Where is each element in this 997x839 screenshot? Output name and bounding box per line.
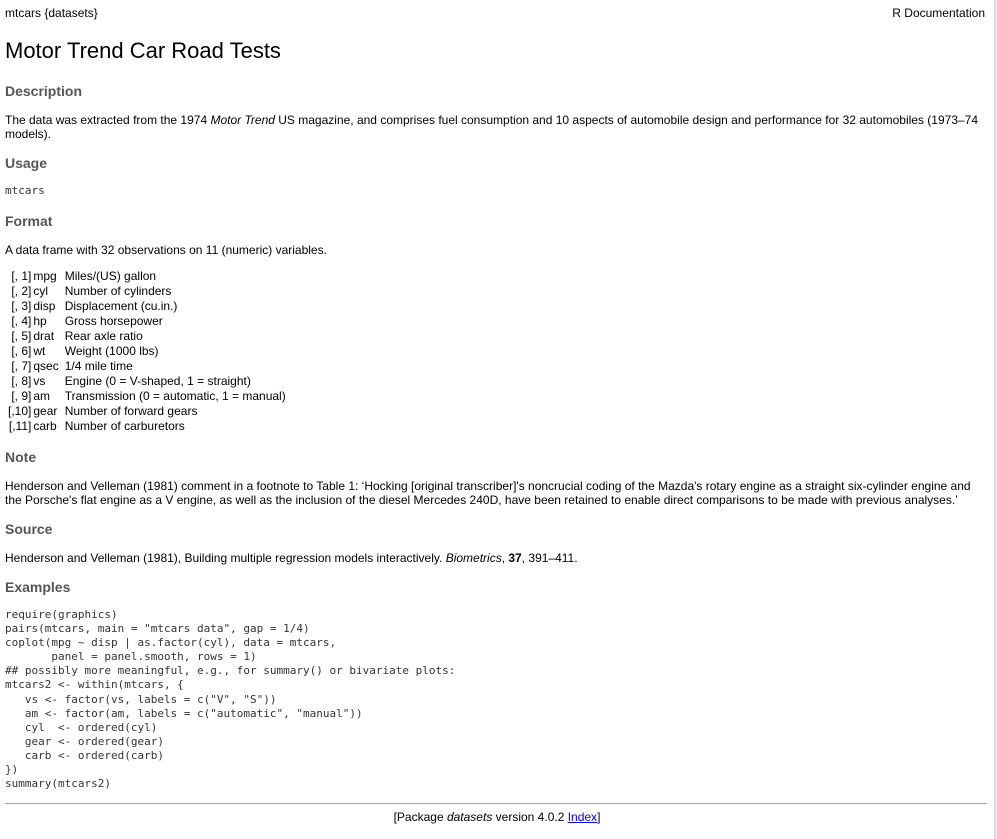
description-text bbox=[5, 113, 985, 141]
variable-name: disp bbox=[33, 299, 56, 313]
variable-description: Displacement (cu.in.) bbox=[64, 299, 178, 313]
variable-index: [, 7] bbox=[11, 359, 32, 373]
source-separator: , bbox=[501, 551, 509, 565]
footer-suffix: ] bbox=[597, 810, 601, 824]
format-intro: A data frame with 32 observations on 11 (numeric) variables. bbox=[5, 243, 327, 257]
variable-name: vs bbox=[33, 374, 46, 388]
topic-label: mtcars {datasets} bbox=[5, 6, 98, 20]
variable-name: wt bbox=[33, 344, 46, 358]
variable-index: [,11] bbox=[8, 419, 32, 433]
variables-table bbox=[8, 269, 289, 434]
variable-description: Number of forward gears bbox=[64, 404, 198, 418]
variable-index: [, 4] bbox=[11, 314, 32, 328]
divider bbox=[5, 803, 987, 804]
variable-row bbox=[8, 374, 289, 389]
variable-row bbox=[8, 284, 289, 299]
variable-name: qsec bbox=[33, 359, 59, 373]
description-text-part: US magazine, and comprises fuel consumption and 10 aspects of automobile design and performance for 32 automobiles (1973–74 models). bbox=[5, 113, 979, 141]
variable-index: [, 1] bbox=[11, 269, 32, 283]
variable-description: 1/4 mile time bbox=[64, 359, 133, 373]
variable-description: Rear axle ratio bbox=[64, 329, 143, 343]
doc-header bbox=[5, 6, 985, 22]
variable-description: Miles/(US) gallon bbox=[64, 269, 157, 283]
source-citation: Henderson and Velleman (1981), Building multiple regression models interactively. bbox=[5, 551, 446, 565]
note-heading: Note bbox=[5, 449, 37, 465]
usage-code: mtcars bbox=[5, 184, 45, 197]
variable-index: [, 5] bbox=[11, 329, 32, 343]
examples-code: require(graphics) pairs(mtcars, main = "mtcars data", gap = 1/4) coplot(mpg ~ disp | as.factor(cyl), data = mtcars, panel = panel.smooth, rows = 1) ## possibly more meaningful, e.g., for summary() or bivariate plots: mtcars2 <- within(mtcars, { vs <- factor(vs, labels = c("V", "S")) am <- factor(am, labels = c("automatic", "manual")) cyl <- ordered(cyl) gear <- ordered(gear) carb <- ordered(carb) }) summary(mtcars2) bbox=[5, 608, 456, 791]
variable-row bbox=[8, 404, 289, 419]
variable-row bbox=[8, 419, 289, 434]
variable-index: [, 8] bbox=[11, 374, 32, 388]
variable-row bbox=[8, 299, 289, 314]
variable-row bbox=[8, 269, 289, 284]
variable-index: [, 6] bbox=[11, 344, 32, 358]
variable-index: [,10] bbox=[8, 404, 32, 418]
footer-prefix: [Package bbox=[393, 810, 447, 824]
journal-name: Biometrics bbox=[445, 551, 502, 565]
variable-description: Number of cylinders bbox=[64, 284, 172, 298]
magazine-name: Motor Trend bbox=[210, 113, 275, 127]
page-title: Motor Trend Car Road Tests bbox=[5, 38, 281, 63]
variable-name: cyl bbox=[33, 284, 49, 298]
package-version: version 4.0.2 bbox=[492, 810, 568, 824]
package-footer bbox=[0, 810, 994, 824]
variable-description: Engine (0 = V-shaped, 1 = straight) bbox=[64, 374, 251, 388]
variable-name: carb bbox=[33, 419, 57, 433]
source-text bbox=[5, 551, 985, 565]
usage-heading: Usage bbox=[5, 155, 48, 171]
variable-name: gear bbox=[33, 404, 58, 418]
description-text-part: The data was extracted from the 1974 bbox=[5, 113, 211, 127]
index-link[interactable]: Index bbox=[567, 810, 598, 824]
variable-index: [, 2] bbox=[11, 284, 32, 298]
variable-index: [, 9] bbox=[11, 389, 32, 403]
source-heading: Source bbox=[5, 521, 53, 537]
variable-name: hp bbox=[33, 314, 47, 328]
variable-row bbox=[8, 389, 289, 404]
variable-name: am bbox=[33, 389, 51, 403]
variable-description: Number of carburetors bbox=[64, 419, 185, 433]
journal-pages: , 391–411. bbox=[521, 551, 578, 565]
note-text: Henderson and Velleman (1981) comment in a footnote to Table 1: ‘Hocking [original transcriber]'s noncrucial coding of the Mazda's rotary engine as a straight six-cylinder engine and the Porsche's flat engine as a V engine, as well as the inclusion of the diesel Mercedes 240D, have been retained to enable direct comparisons to be made with previous analyses.’ bbox=[5, 479, 971, 507]
format-heading: Format bbox=[5, 213, 53, 229]
variable-name: drat bbox=[33, 329, 55, 343]
variable-description: Transmission (0 = automatic, 1 = manual) bbox=[64, 389, 286, 403]
variable-name: mpg bbox=[33, 269, 57, 283]
variable-row bbox=[8, 344, 289, 359]
examples-heading: Examples bbox=[5, 579, 71, 595]
variable-row bbox=[8, 359, 289, 374]
variable-description: Weight (1000 lbs) bbox=[64, 344, 159, 358]
package-name: datasets bbox=[446, 810, 493, 824]
variable-description: Gross horsepower bbox=[64, 314, 163, 328]
variable-index: [, 3] bbox=[11, 299, 32, 313]
description-heading: Description bbox=[5, 83, 83, 99]
variable-row bbox=[8, 314, 289, 329]
r-documentation-label: R Documentation bbox=[892, 6, 985, 20]
variable-row bbox=[8, 329, 289, 344]
journal-volume: 37 bbox=[508, 551, 522, 565]
